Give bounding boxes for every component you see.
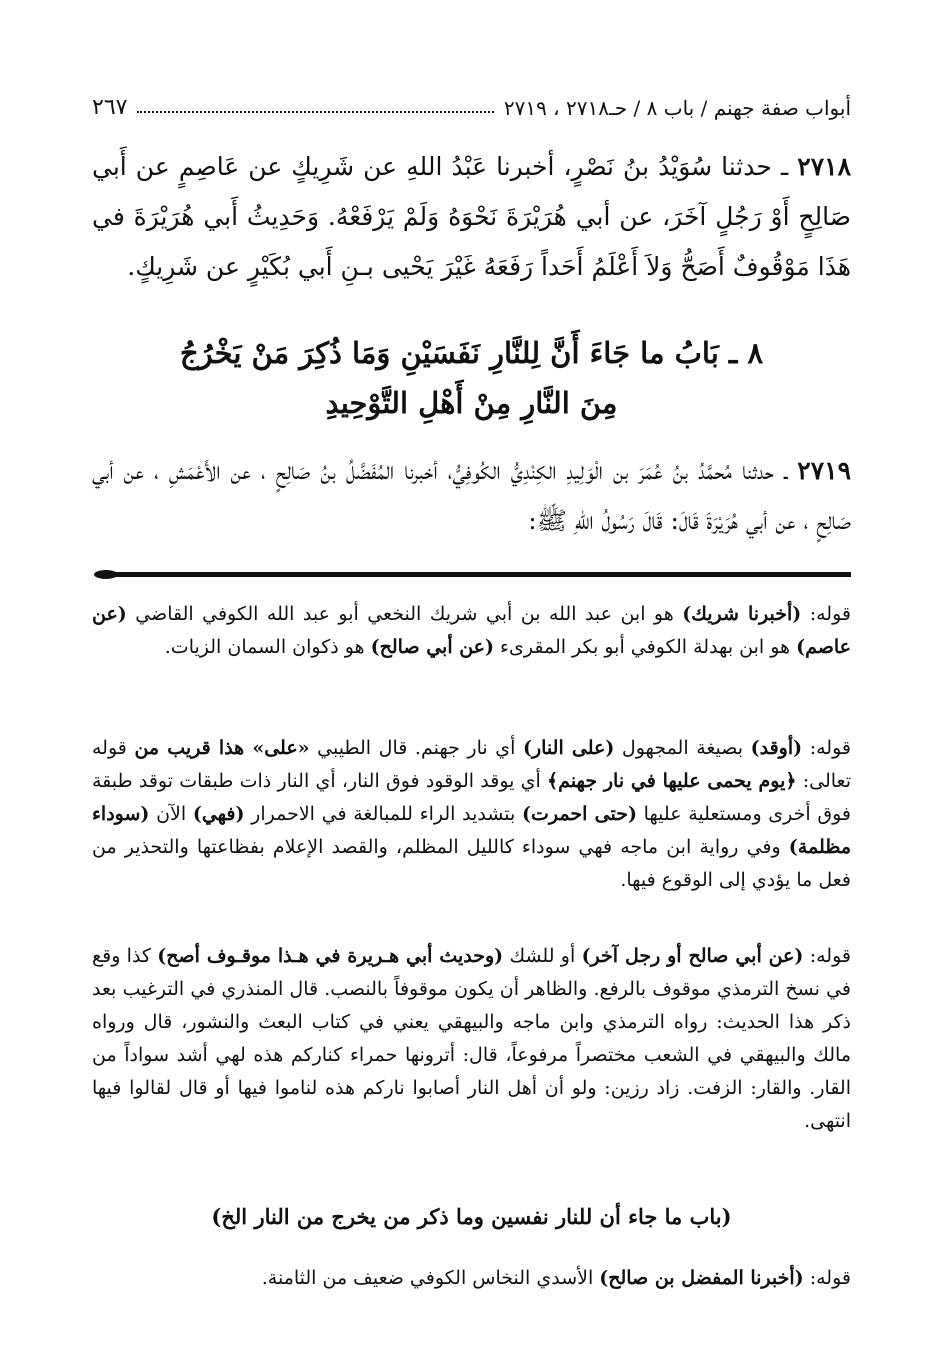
note-text: وفي رواية ابن ماجه فهي سوداء كالليل المظلم، والقصد الإعلام بفظاعتها والتحذير من فعل ما يؤدي إلى الوقوع فيها. — [92, 836, 851, 891]
note-quote: (أوقد) — [750, 737, 803, 759]
commentary-note-1 — [92, 598, 851, 664]
note-quote: (عن أبي صالح) — [370, 636, 495, 658]
note-quote: (سوداء مظلمة) — [92, 803, 851, 858]
note-quote: (على النار) — [522, 737, 615, 759]
hadith-2718 — [92, 142, 851, 292]
page-number: ٢٦٧ — [92, 95, 128, 120]
note-text: قوله تعالى: — [92, 737, 852, 792]
note-quote: ﴿يوم يحمى عليها في نار جهنم﴾ — [547, 770, 797, 792]
note-text: أو للشك — [503, 945, 582, 967]
footnote-separator — [100, 572, 851, 577]
note-text: قوله: — [801, 603, 851, 625]
note-text: هو ابن بهدلة الكوفي أبو بكر المقرىء — [494, 636, 797, 658]
chapter-heading-line2: مِنَ النَّارِ مِنْ أَهْلِ التَّوْحِيدِ — [325, 386, 618, 420]
note-quote: (حتى احمرت) — [522, 803, 637, 825]
hadith-number: ٢٧١٩ — [797, 456, 852, 485]
note-quote: (عن أبي صالح أو رجل آخر) — [581, 945, 804, 967]
note-text: أي يوقد الوقود فوق النار، أي النار ذات طبقات توقد طبقة فوق أخرى ومستعلية عليها — [92, 770, 852, 825]
note-text: أي نار جهنم. قال الطيبي — [309, 737, 523, 759]
hadith-2719 — [92, 446, 851, 546]
note-text: قوله: — [802, 737, 851, 759]
note-text: بصيغة المجهول — [614, 737, 751, 759]
header-leader-dots — [137, 111, 493, 113]
note-text: قوله: — [803, 945, 851, 967]
note-quote: (وحديث أبي هـريرة في هـذا موقـوف أصح) — [157, 945, 504, 967]
note-text: كذا وقع في نسخ الترمذي موقوف بالرفع. والظاهر أن يكون موقوفاً بالنصب. قال المنذري في الترغيب بعد ذكر هذا الحديث: رواه الترمذي وابن ماجه والبيهقي يعني في كتاب البعث والنشور، قال ورواه مالك والبيهقي في الشعب مختصراً مرفوعاً، قال: أترونها حمراء كناركم هذه لهي أشد سواداً من القار. والقار: الزفت. زاد رزين: ولو أن أهل النار أصابوا ناركم هذه لناموا فيها أو قال لقالوا فيها انتهى. — [92, 945, 851, 1132]
note-text: الآن — [149, 803, 193, 825]
chapter-heading-line1: ٨ ـ بَابُ ما جَاءَ أَنَّ لِلنَّارِ نَفَسَيْنِ وَمَا ذُكِرَ مَنْ يَخْرُجُ — [179, 336, 764, 370]
note-quote: (أخبرنا المفضل بن صالح) — [599, 1267, 804, 1289]
note-quote: (أخبرنا شريك) — [682, 603, 802, 625]
running-header — [92, 84, 851, 120]
hadith-text: ـ حدثنا مُحمَّدُ بنُ عُمَرَ بن الْوَلِيدِ الكِنْدِيُّ الكُوفِيُّ، أخبرنا المُفَضَّلُ بنُ صَالِحٍ ، عن الأَعْمَشِ ، عن أبي صَالِحٍ ، عن أبي هُرَيْرَةَ قَالَ: قَالَ رَسُولُ اللهِ ﷺ: — [92, 456, 851, 535]
note-text: هو ابن عبد الله بن أبي شريك النخعي أبو عبد الله الكوفي القاضي — [126, 603, 683, 625]
hadith-text: ـ حدثنا سُوَيْدُ بنُ نَصْرٍ، أخبرنا عَبْدُ اللهِ عن شَرِيكٍ عن عَاصِمٍ عن أَبي صَالِحٍ أَوْ رَجُلٍ آخَرَ، عن أبي هُرَيْرَةَ نَحْوَهُ وَلَمْ يَرْفَعْهُ. وَحَدِيثُ أَبي هُرَيْرَةَ في هَذَا مَوْقُوفٌ أَصَحُّ وَلاَ أَعْلَمُ أَحَداً رَفَعَهُ غَيْرَ يَحْيى بـنِ أَبي بُكَيْرٍ عن شَرِيكٍ. — [92, 152, 851, 281]
commentary-chapter-heading: (باب ما جاء أن للنار نفسين وما ذكر من يخرج من النار الخ) — [211, 1204, 732, 1229]
note-text: الأسدي النخاس الكوفي ضعيف من الثامنة. — [261, 1267, 600, 1289]
chapter-heading — [92, 328, 851, 428]
note-text: بتشديد الراء للمبالغة في الاحمرار — [244, 803, 522, 825]
note-quote: (عن عاصم) — [92, 603, 851, 658]
commentary-note-4 — [92, 1262, 851, 1295]
note-text: قوله: — [803, 1267, 851, 1289]
commentary-note-2 — [92, 732, 851, 897]
hadith-number: ٢٧١٨ — [797, 152, 852, 181]
note-quote: «على» هذا قريب من — [134, 737, 310, 759]
commentary-note-3 — [92, 940, 851, 1138]
running-title: أبواب صفة جهنم / باب ٨ / حـ٢٧١٨ ، ٢٧١٩ — [503, 96, 851, 120]
note-quote: (فهي) — [192, 803, 245, 825]
note-text: هو ذكوان السمان الزيات. — [164, 636, 371, 658]
